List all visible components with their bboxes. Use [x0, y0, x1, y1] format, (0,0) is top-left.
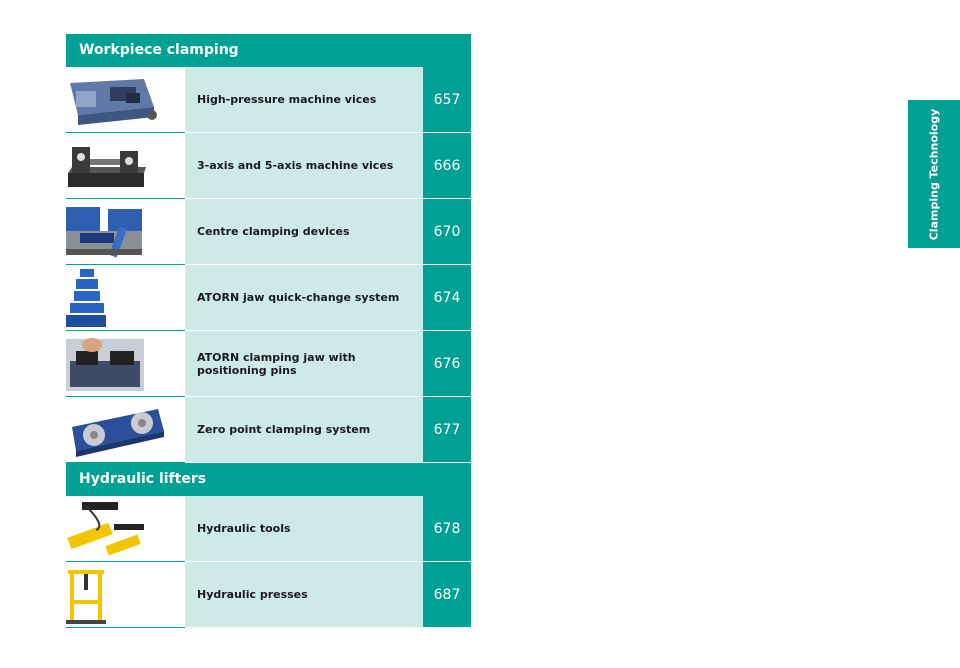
toc-label: Zero point clamping system [185, 397, 423, 463]
page-number: 676 [423, 331, 471, 397]
toc-row-high-pressure-vices[interactable] [66, 67, 471, 133]
toc-row-zero-point[interactable] [66, 397, 471, 463]
page-number: 677 [423, 397, 471, 463]
section-header-workpiece-clamping: Workpiece clamping [66, 34, 471, 67]
toc-label: ATORN clamping jaw with positioning pins [185, 331, 423, 397]
toc-row-clamping-jaw-pins[interactable] [66, 331, 471, 397]
centre-clamp-icon [66, 199, 185, 265]
jaw-stack-icon [66, 265, 185, 331]
table-of-contents [66, 34, 471, 628]
hydraulic-pump-icon [66, 496, 185, 562]
page-number: 666 [423, 133, 471, 199]
page-number: 674 [423, 265, 471, 331]
toc-row-hydraulic-tools[interactable] [66, 496, 471, 562]
hydraulic-press-icon [66, 562, 185, 628]
machine-vice-icon [66, 67, 185, 133]
toc-row-hydraulic-presses[interactable] [66, 562, 471, 628]
page-number: 670 [423, 199, 471, 265]
toc-row-axis-vices[interactable] [66, 133, 471, 199]
page-number: 657 [423, 67, 471, 133]
clamping-jaw-photo-icon [66, 331, 185, 397]
toc-label: 3-axis and 5-axis machine vices [185, 133, 423, 199]
toc-label: Hydraulic presses [185, 562, 423, 628]
toc-label: ATORN jaw quick-change system [185, 265, 423, 331]
page-number: 678 [423, 496, 471, 562]
section-header-hydraulic-lifters: Hydraulic lifters [66, 463, 471, 496]
toc-label: High-pressure machine vices [185, 67, 423, 133]
page-number: 687 [423, 562, 471, 628]
toc-row-centre-clamping[interactable] [66, 199, 471, 265]
section-side-tab[interactable] [908, 100, 960, 248]
zero-point-plate-icon [66, 397, 185, 463]
toc-label: Centre clamping devices [185, 199, 423, 265]
five-axis-vice-icon [66, 133, 185, 199]
toc-row-jaw-quick-change[interactable] [66, 265, 471, 331]
toc-label: Hydraulic tools [185, 496, 423, 562]
side-tab-label: Clamping Technology [927, 108, 941, 240]
